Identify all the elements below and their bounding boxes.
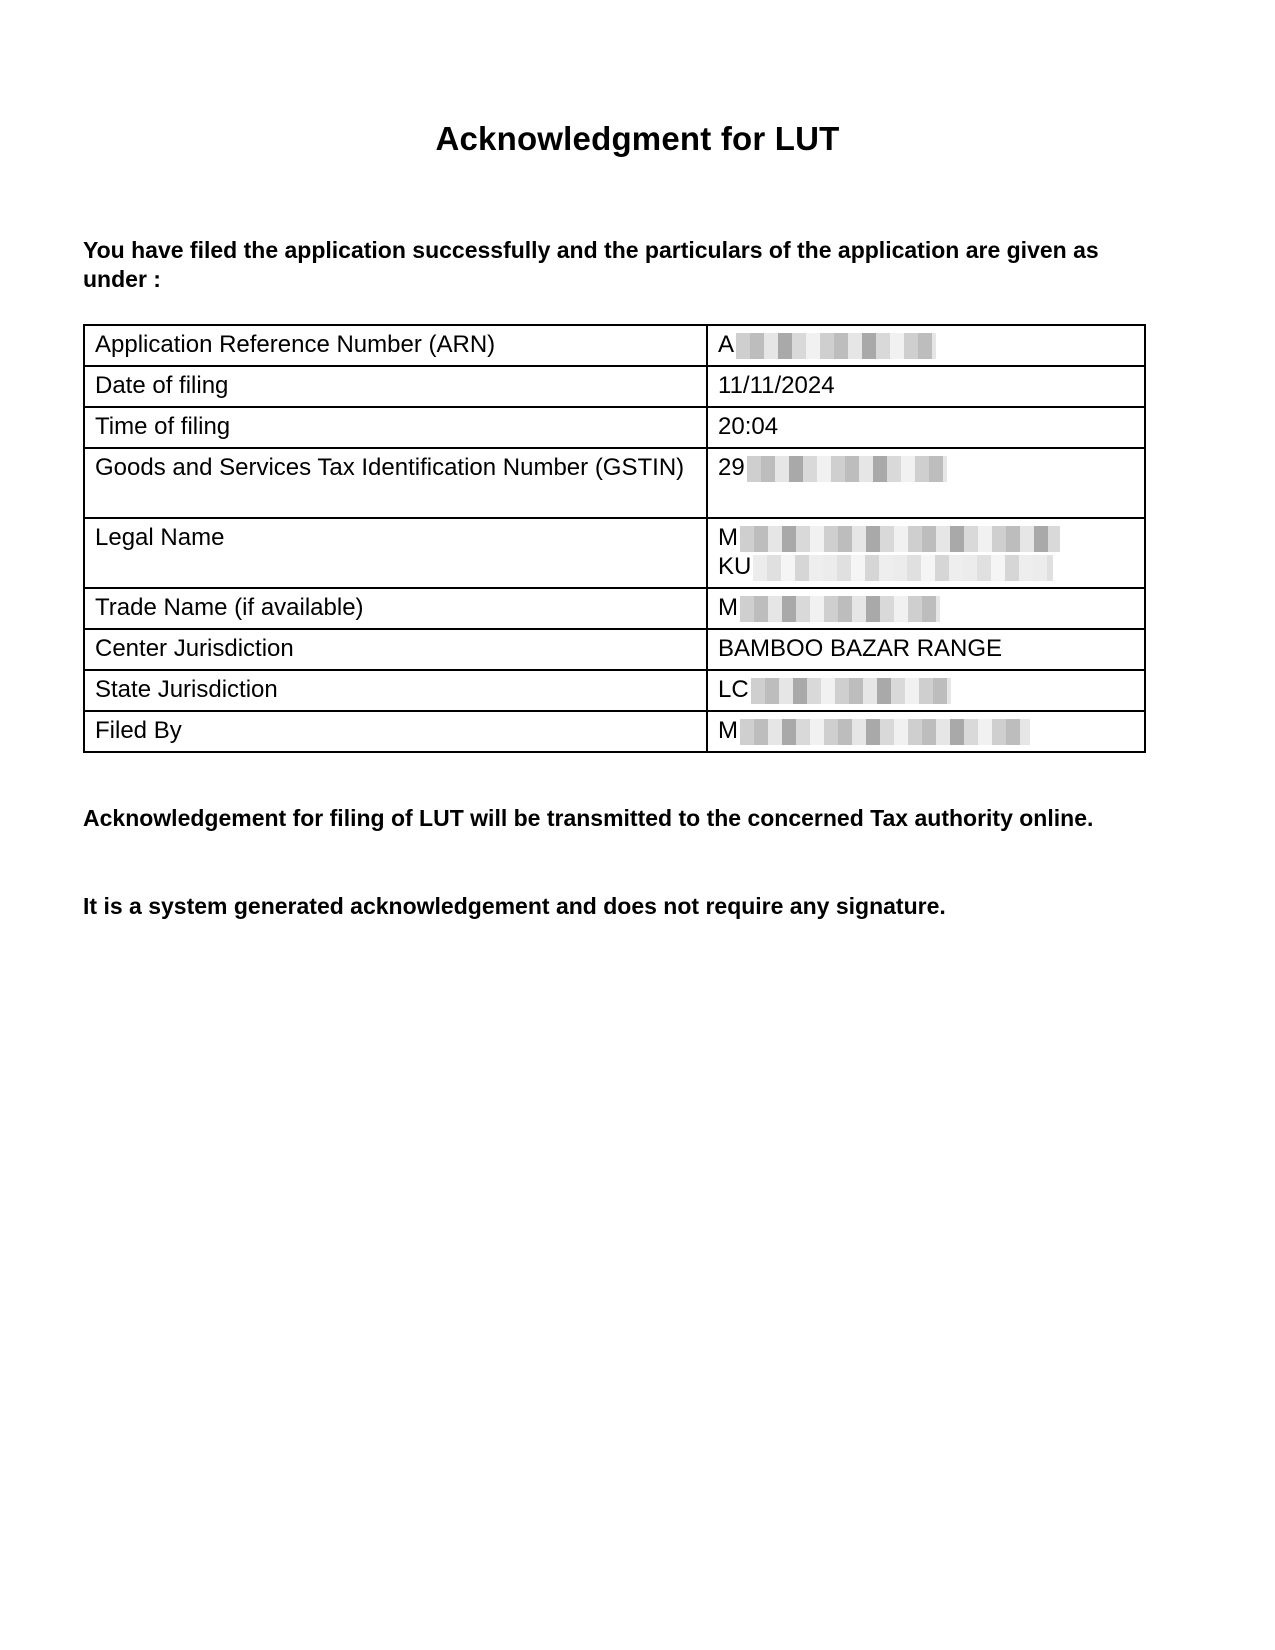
transmission-note: Acknowledgement for filing of LUT will be transmitted to the concerned Tax authority online. — [83, 805, 1094, 831]
application-details-table — [83, 324, 1146, 753]
signature-note: It is a system generated acknowledgement and does not require any signature. — [83, 893, 946, 919]
redaction-block — [753, 555, 1053, 581]
table-row-date — [84, 366, 1145, 407]
table-row-arn — [84, 325, 1145, 366]
page-title: Acknowledgment for LUT — [435, 120, 840, 157]
row-label: Filed By — [84, 711, 707, 752]
legal-name-line-1: M — [718, 524, 738, 551]
row-value — [707, 629, 1145, 670]
redaction-block — [740, 526, 1060, 552]
row-label: Center Jurisdiction — [84, 629, 707, 670]
arn-value: A — [718, 331, 735, 358]
row-value — [707, 670, 1145, 711]
row-value — [707, 518, 1145, 588]
time-value: 20:04 — [718, 413, 779, 440]
filed-by-value: M — [718, 717, 738, 744]
redaction-block — [740, 596, 940, 622]
trade-name-value: M — [718, 594, 738, 621]
row-label: Goods and Services Tax Identification Number (GSTIN) — [84, 448, 707, 518]
redaction-block — [751, 678, 951, 704]
row-label: Trade Name (if available) — [84, 588, 707, 629]
row-label: Date of filing — [84, 366, 707, 407]
table-row-center-jurisdiction — [84, 629, 1145, 670]
row-value — [707, 325, 1145, 366]
table-row-trade-name — [84, 588, 1145, 629]
row-value — [707, 588, 1145, 629]
row-label: Application Reference Number (ARN) — [84, 325, 707, 366]
intro-text: You have filed the application successfully and the particulars of the application are given as under : — [83, 237, 1099, 292]
table-row-filed-by — [84, 711, 1145, 752]
row-value — [707, 448, 1145, 518]
table-row-gstin — [84, 448, 1145, 518]
row-label: Time of filing — [84, 407, 707, 448]
gstin-value: 29 — [718, 454, 745, 481]
redaction-block — [740, 719, 1030, 745]
table-row-state-jurisdiction — [84, 670, 1145, 711]
row-value — [707, 711, 1145, 752]
row-label: Legal Name — [84, 518, 707, 588]
redaction-block — [747, 456, 947, 482]
table-row-time — [84, 407, 1145, 448]
redaction-block — [736, 333, 936, 359]
row-value — [707, 407, 1145, 448]
date-value: 11/11/2024 — [718, 372, 835, 399]
row-value — [707, 366, 1145, 407]
center-jurisdiction-value: BAMBOO BAZAR RANGE — [718, 635, 1003, 662]
table-row-legal-name — [84, 518, 1145, 588]
legal-name-line-2: KU — [718, 553, 752, 580]
row-label: State Jurisdiction — [84, 670, 707, 711]
state-jurisdiction-value: LC — [718, 676, 749, 703]
